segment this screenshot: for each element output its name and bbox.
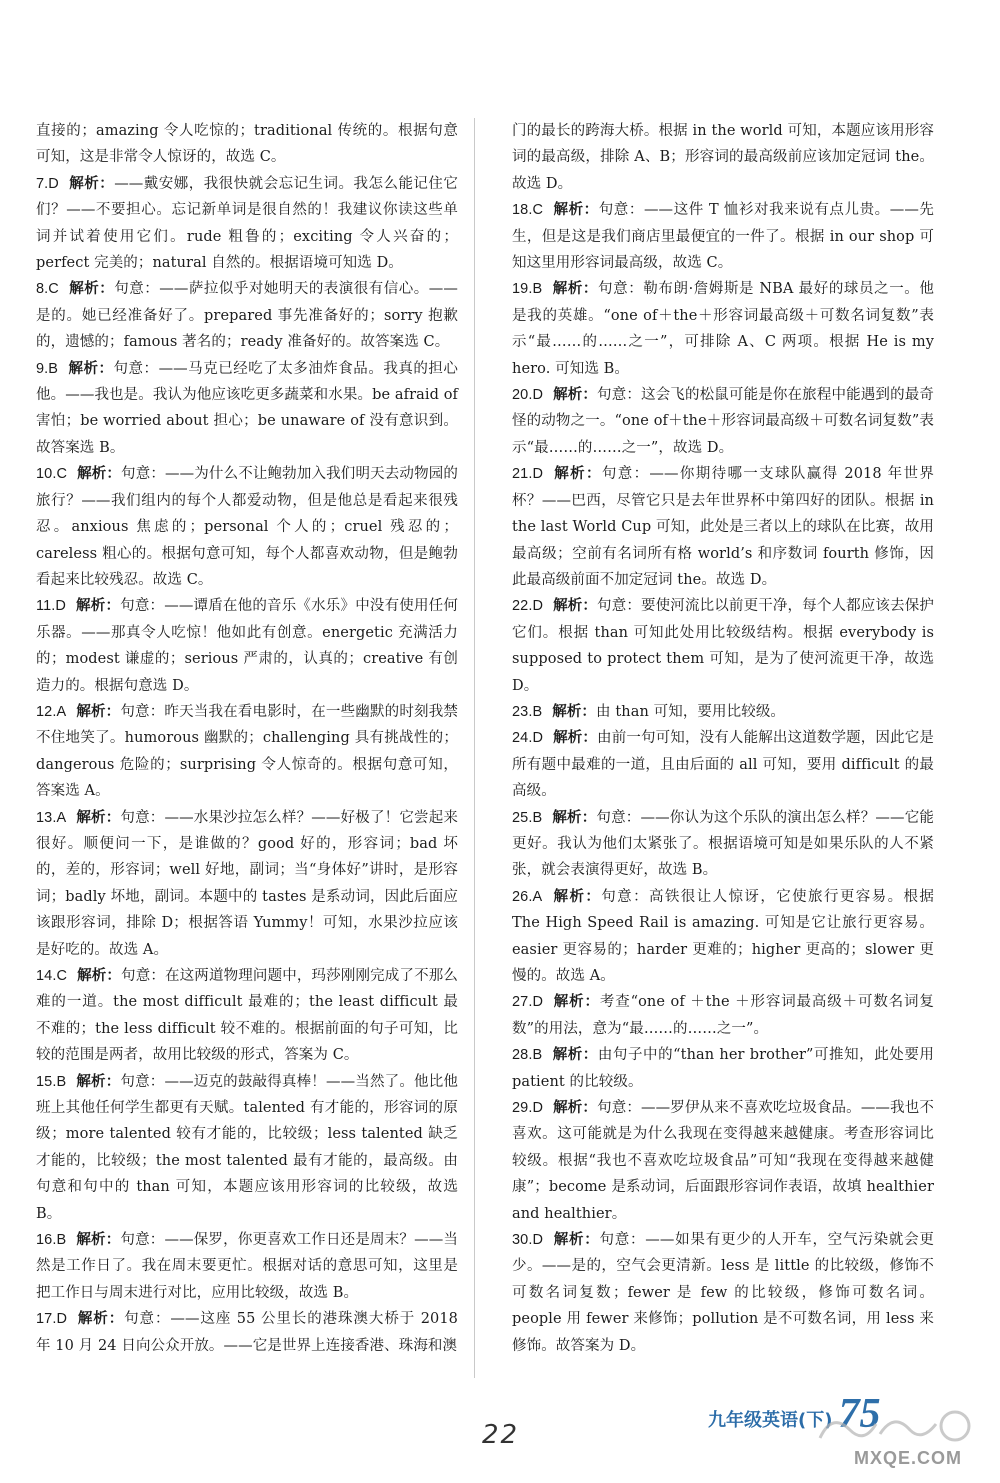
continued-text: 直接的；amazing 令人吃惊的；traditional 传统的。根据句意可知，这是非常令人惊讶的，故选 C。 <box>36 123 458 166</box>
analysis-text: 句意：——你认为这个乐队的演出怎么样？——它能更好。我认为他们太紧张了。根据语境可知是如果乐队的人不紧张，就会表演得更好，故选 B。 <box>512 809 934 879</box>
answer-item <box>512 884 934 990</box>
answer-number: 7.D <box>36 175 59 192</box>
answer-number: 18.C <box>512 202 544 219</box>
continued-text: 门的最长的跨海大桥。根据 in the world 可知，本题应该用形容词的最高级，排除 A、B；形容词的最高级前应该加定冠词 the。故选 D。 <box>512 123 934 192</box>
column-divider <box>474 118 475 1378</box>
answer-number: 8.C <box>36 281 59 298</box>
answer-number: 9.B <box>36 360 59 377</box>
analysis-text: 句意：——谭盾在他的音乐《水乐》中没有使用任何乐器。——那真令人吃惊！他如此有创意。energetic 充满活力的；modest 谦虚的；serious 严肃的，认真的；creative 有创造力的。根据句意选 D。 <box>36 598 458 694</box>
analysis-label: 解析： <box>76 1232 121 1249</box>
analysis-label: 解析： <box>552 888 602 905</box>
analysis-label: 解析： <box>552 281 599 298</box>
analysis-text: 句意：勒布朗·詹姆斯是 NBA 最好的球员之一。他是我的英雄。“one of＋the＋形容词最高级＋可数名词复数”表示“最……的……之一”，可排除 A、C 两项。根据 He is my hero. 可知选 B。 <box>512 281 934 377</box>
answer-item <box>36 356 458 462</box>
analysis-text: 句意：——保罗，你更喜欢工作日还是周末？——当然是工作日了。我在周末要更忙。根据对话的意思可知，这里是把工作日与周末进行对比，应用比较级，故选 B。 <box>36 1232 458 1301</box>
watermark-logo <box>810 1391 980 1474</box>
analysis-text: 句意：这会飞的松鼠可能是你在旅程中能遇到的最奇怪的动物之一。“one of＋the＋形容词最高级＋可数名词复数”表示“最……的……之一”，故选 D。 <box>512 387 934 456</box>
answer-item <box>512 699 934 725</box>
answer-item <box>36 1069 458 1227</box>
answer-number: 19.B <box>512 281 543 298</box>
answer-number: 11.D <box>36 598 66 615</box>
answer-item <box>36 1227 458 1306</box>
analysis-label: 解析： <box>68 281 115 298</box>
analysis-label: 解析： <box>553 202 599 219</box>
analysis-label: 解析： <box>552 1047 598 1064</box>
answer-number: 23.B <box>512 703 543 720</box>
answer-number: 26.A <box>512 888 543 905</box>
analysis-label: 解析： <box>77 466 122 483</box>
analysis-text: 由句子中的“than her brother”可推知，此处要用 patient 的比较级。 <box>512 1047 934 1090</box>
analysis-label: 解析： <box>552 809 597 826</box>
handwritten-number: 22 <box>482 1420 520 1450</box>
analysis-label: 解析： <box>75 598 121 615</box>
analysis-label: 解析： <box>553 730 598 747</box>
answer-item <box>36 1306 458 1359</box>
analysis-label: 解析： <box>553 1232 600 1249</box>
left-column <box>36 118 458 1359</box>
answer-item <box>512 593 934 699</box>
answer-item <box>36 699 458 805</box>
answer-item <box>512 725 934 804</box>
analysis-label: 解析： <box>76 1073 121 1090</box>
answer-number: 14.C <box>36 968 68 984</box>
answer-item <box>512 382 934 461</box>
analysis-label: 解析： <box>77 968 122 984</box>
right-column <box>512 118 934 1359</box>
answer-item <box>512 276 934 382</box>
analysis-text: 考查“one of ＋the ＋形容词最高级＋可数名词复数”的用法，意为“最……的……之一”。 <box>512 994 934 1037</box>
analysis-text: 句意：——如果有更少的人开车，空气污染就会更少。——是的，空气会更清新。less 是 little 的比较级，修饰不可数名词复数；fewer 是 few 的比较级，修饰可数名词。people 用 fewer 来修饰；pollution 是不可数名词，用 less 来修饰。故答案为 D。 <box>512 1232 934 1354</box>
analysis-text: 句意：——水果沙拉怎么样？——好极了！它尝起来很好。顺便问一下，是谁做的？good 好的，形容词；bad 坏的，差的，形容词；well 好地，副词；当“身体好”讲时，是形容词；badly 坏地，副词。本题中的 tastes 是系动词，因此后面应该跟形容词，排除 D；根据答语 Yummy！可知，水果沙拉应该是好吃的。故选 A。 <box>36 809 458 958</box>
answer-number: 22.D <box>512 598 544 615</box>
analysis-text: ——戴安娜，我很快就会忘记生词。我怎么能记住它们？——不要担心。忘记新单词是很自然的！我建议你读这些单词并试着使用它们。rude 粗鲁的；exciting 令人兴奋的；perfect 完美的；natural 自然的。根据语境可知选 D。 <box>36 175 458 272</box>
analysis-label: 解析： <box>76 703 121 720</box>
analysis-label: 解析： <box>76 809 121 826</box>
answer-item <box>36 171 458 277</box>
analysis-text: 句意：——马克已经吃了太多油炸食品。我真的担心他。——我也是。我认为他应该吃更多蔬菜和水果。be afraid of 害怕；be worried about 担心；be unaware of 没有意识到。故答案选 B。 <box>36 360 458 456</box>
analysis-label: 解析： <box>553 994 600 1011</box>
answer-number: 27.D <box>512 994 544 1011</box>
answer-item <box>36 593 458 699</box>
answer-number: 24.D <box>512 730 544 747</box>
answer-item <box>36 805 458 963</box>
analysis-text: 句意：——为什么不让鲍勃加入我们明天去动物园的旅行？——我们组内的每个人都爱动物，但是他总是看起来很残忍。anxious 焦虑的；personal 个人的；cruel 残忍的；careless 粗心的。根据句意可知，每个人都喜欢动物，但是鲍勃看起来比较残忍。故选 C。 <box>36 466 458 588</box>
watermark-text: MXQE.COM <box>854 1448 963 1468</box>
analysis-text: 句意：——迈克的鼓敲得真棒！——当然了。他比他班上其他任何学生都更有天赋。talented 有才能的，形容词的原级；more talented 较有才能的，比较级；less talented 缺乏才能的，比较级；the most talented 最有才能的，最高级。由句意和句中的 than 可知，本题应该用形容词的比较级，故选 B。 <box>36 1073 458 1222</box>
answer-item <box>36 276 458 355</box>
analysis-text: 由 than 可知，要用比较级。 <box>596 703 786 720</box>
answer-number: 10.C <box>36 466 68 483</box>
analysis-label: 解析： <box>553 1100 598 1117</box>
answer-number: 13.A <box>36 809 67 826</box>
answer-item <box>512 989 934 1042</box>
answer-item <box>512 197 934 276</box>
analysis-label: 解析： <box>68 175 115 192</box>
answer-number: 12.A <box>36 703 67 720</box>
analysis-text: 句意：——这座 55 公里长的港珠澳大桥于 2018 年 10 月 24 日向公众开放。——它是世界上连接香港、珠海和澳 <box>36 1311 458 1354</box>
answer-number: 20.D <box>512 387 544 404</box>
answer-item <box>512 1042 934 1095</box>
answer-number: 25.B <box>512 809 543 826</box>
answer-number: 30.D <box>512 1232 544 1249</box>
answer-item <box>512 1227 934 1359</box>
analysis-text: 句意：在这两道物理问题中，玛莎刚刚完成了不那么难的一道。the most difficult 最难的；the least difficult 最不难的；the less difficult 较不难的。根据前面的句子可知，比较的范围是两者，故用比较级的形式，答案为 C。 <box>36 968 458 1064</box>
answer-number: 28.B <box>512 1047 543 1064</box>
answer-item <box>36 461 458 593</box>
analysis-label: 解析： <box>77 1311 125 1328</box>
answer-number: 16.B <box>36 1232 67 1249</box>
analysis-text: 句意：——罗伊从来不喜欢吃垃圾食品。——我也不喜欢。这可能就是为什么我现在变得越来越健康。考查形容词比较级。根据“我也不喜欢吃垃圾食品”可知“我现在变得越来越健康”；become 是系动词，后面跟形容词作表语，故填 healthier and healthier。 <box>512 1100 934 1222</box>
analysis-label: 解析： <box>552 703 597 720</box>
analysis-text: 句意：——你期待哪一支球队赢得 2018 年世界杯？——巴西，尽管它只是去年世界杯中第四好的团队。根据 in the last World Cup 可知，此处是三者以上的球队在比赛，故用最高级；空前有名词所有格 world’s 和序数词 fourth 修饰，因此最高级前面不加定冠词 the。故选 D。 <box>512 466 934 588</box>
answer-item <box>512 805 934 884</box>
answer-item <box>36 963 458 1069</box>
answer-number: 21.D <box>512 466 544 483</box>
answer-item <box>512 461 934 593</box>
answer-number: 29.D <box>512 1100 544 1117</box>
analysis-label: 解析： <box>68 360 114 377</box>
analysis-label: 解析： <box>553 598 598 615</box>
analysis-text: 句意：高铁很让人惊讶，它使旅行更容易。根据 The High Speed Rail is amazing. 可知是它让旅行更容易。easier 更容易的；harder 更难的；higher 更高的；slower 更慢的。故选 A。 <box>512 888 934 984</box>
analysis-text: 句意：——萨拉似乎对她明天的表演很有信心。——是的。她已经准备好了。prepared 事先准备好的；sorry 抱歉的，遗憾的；famous 著名的；ready 准备好的。故答案选 C。 <box>36 281 458 351</box>
analysis-label: 解析： <box>553 387 598 404</box>
answer-number: 15.B <box>36 1073 67 1090</box>
answer-number: 17.D <box>36 1311 68 1328</box>
answer-item <box>512 1095 934 1227</box>
analysis-text: 由前一句可知，没有人能解出这道数学题，因此它是所有题中最难的一道，且由后面的 all 可知，要用 difficult 的最高级。 <box>512 730 934 800</box>
analysis-text: 句意：要使河流比以前更干净，每个人都应该去保护它们。根据 than 可知此处用比较级结构。根据 everybody is supposed to protect them 可知，是为了使河流更干净，故选 D。 <box>512 598 934 694</box>
grade-label: 九年级英语(下) <box>708 1410 833 1431</box>
analysis-label: 解析： <box>553 466 602 483</box>
page-number: 75 <box>838 1391 881 1437</box>
analysis-text: 句意：昨天当我在看电影时，在一些幽默的时刻我禁不住地笑了。humorous 幽默的；challenging 具有挑战性的；dangerous 危险的；surprising 令人惊奇的。根据句意可知，答案选 A。 <box>36 703 458 800</box>
analysis-text: 句意：——这件 T 恤衫对我来说有点儿贵。——先生，但是这是我们商店里最便宜的一件了。根据 in our shop 可知这里用形容词最高级，故选 C。 <box>512 202 934 272</box>
